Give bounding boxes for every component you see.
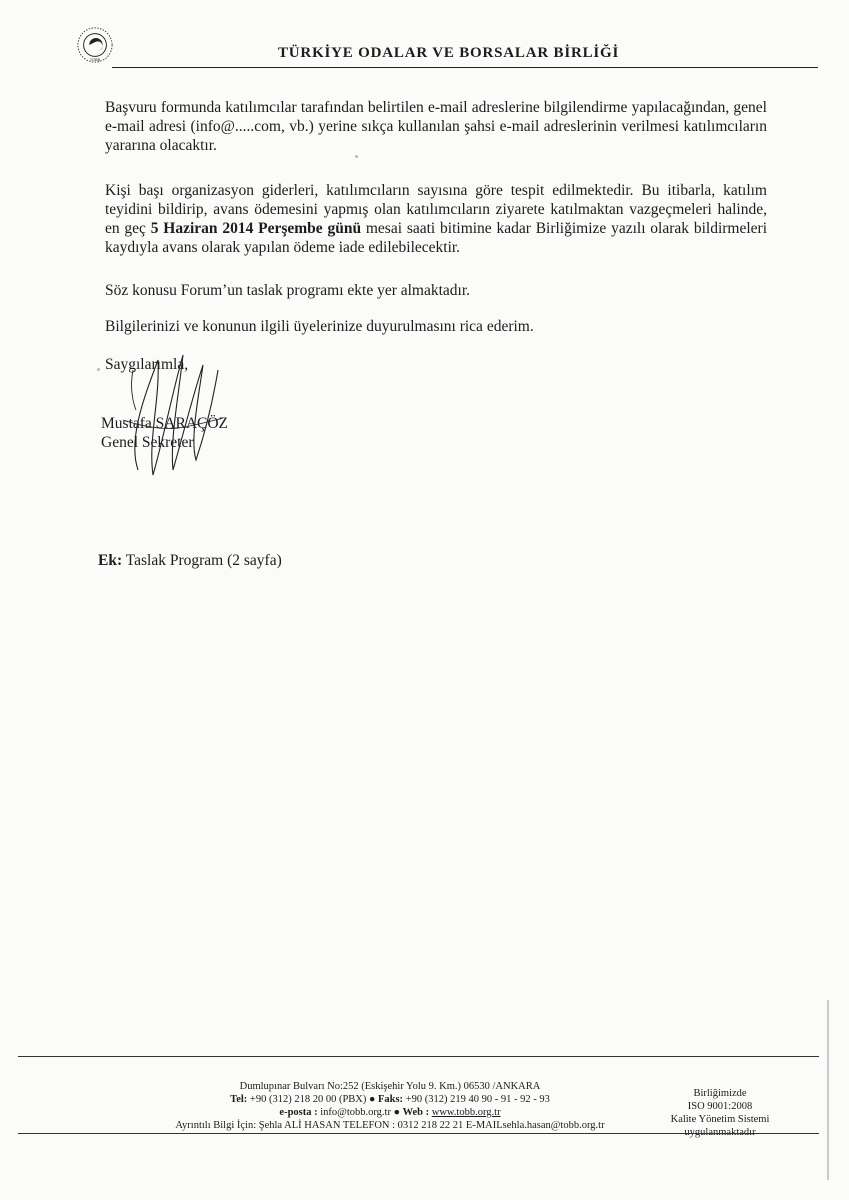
footer-contact-person: Ayrıntılı Bilgi İçin: Şehla ALİ HASAN TELEFON : 0312 218 22 21 E-MAILsehla.hasan@tobb.org.tr — [175, 1120, 605, 1131]
bullet-icon: ● — [369, 1094, 378, 1105]
signer-title: Genel Sekreter — [101, 434, 194, 451]
bullet-icon: ● — [393, 1107, 403, 1118]
paragraph-email-info — [105, 98, 767, 155]
attachment-label: Ek: — [98, 552, 123, 569]
footer-rule-top — [18, 1056, 819, 1057]
attachment-line — [98, 552, 282, 570]
iso-line-4: uygulanmaktadır — [684, 1127, 756, 1138]
fax-label: Faks: — [377, 1094, 404, 1105]
email-value: info@tobb.org.tr — [320, 1107, 391, 1118]
tel-value: +90 (312) 218 20 00 (PBX) — [249, 1094, 367, 1105]
footer-email-web — [150, 1106, 630, 1119]
web-link[interactable]: www.tobb.org.tr — [431, 1107, 501, 1118]
footer-rule-bottom — [18, 1133, 819, 1134]
logo-text: TOBB — [89, 58, 101, 63]
scan-edge-mark — [827, 1000, 829, 1180]
iso-line-1: Birliğimizde — [693, 1088, 747, 1099]
iso-line-3: Kalite Yönetim Sistemi — [670, 1114, 770, 1125]
scan-speck — [355, 155, 358, 158]
handwritten-signature — [118, 340, 228, 480]
paragraph-request: Bilgilerinizi ve konunun ilgili üyelerinize duyurulmasını rica ederim. — [105, 318, 534, 335]
web-label: Web : — [402, 1107, 430, 1118]
iso-line-2: ISO 9001:2008 — [687, 1101, 753, 1112]
footer-phone-fax — [150, 1093, 630, 1106]
signer-name: Mustafa SARAÇÖZ — [101, 415, 229, 432]
fax-value: +90 (312) 219 40 90 - 91 - 92 - 93 — [405, 1094, 550, 1105]
footer-contact-block — [150, 1080, 630, 1132]
tobb-seal-icon — [76, 26, 114, 64]
tel-label: Tel: — [230, 1094, 248, 1105]
paragraph-1-text: Başvuru formunda katılımcılar tarafından belirtilen e-mail adreslerine bilgilendirme yapılacağından, genel e-mail adresi (info@.....com, vb.) yerine sıkça kullanılan şahsi e-mail adreslerinin verilmesi katılımcıların yararına olacaktır. — [105, 99, 767, 154]
attachment-text: Taslak Program (2 sayfa) — [125, 552, 282, 569]
organization-title: TÜRKİYE ODALAR VE BORSALAR BİRLİĞİ — [278, 45, 620, 61]
closing-line: Saygılarımla, — [105, 356, 189, 373]
email-label: e-posta : — [279, 1107, 318, 1118]
paragraph-cancellation — [105, 181, 767, 257]
paragraph-program: Söz konusu Forum’un taslak programı ekte yer almaktadır. — [105, 282, 471, 299]
scan-speck — [97, 368, 100, 371]
footer-address: Dumlupınar Bulvarı No:252 (Eskişehir Yolu 9. Km.) 06530 /ANKARA — [239, 1081, 541, 1092]
paragraph-2-text-end: mesai saati bitimine kadar Birliğimize yazılı olarak bildirmeleri kaydıyla avans olarak yapılan ödeme iade edilebilecektir. — [105, 220, 768, 256]
header-rule — [112, 67, 818, 68]
deadline-date: 5 Haziran 2014 Perşembe günü — [150, 220, 362, 237]
paragraph-2-text-start: Kişi başı organizasyon giderleri, katılımcıların sayısına göre tespit edilmektedir. Bu itibarla, katılım teyidini bildirip, avans ödemesini yapmış olan katılımcıların ziyarete katılmaktan vazgeçmeleri halinde, en geç — [105, 182, 767, 237]
iso-certification — [660, 1087, 780, 1139]
